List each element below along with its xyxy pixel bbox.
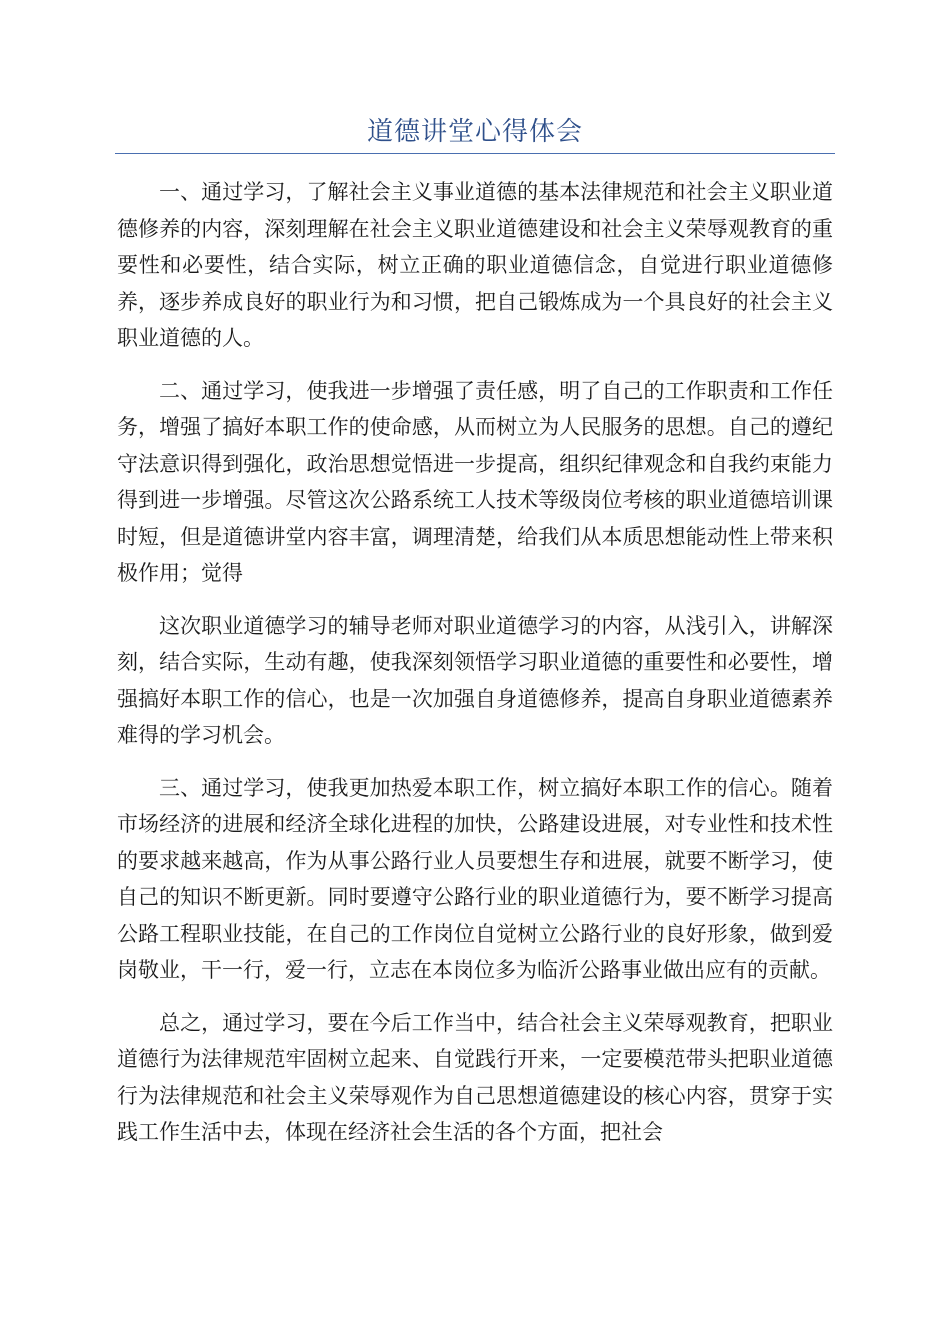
paragraph-4: 三、通过学习，使我更加热爱本职工作，树立搞好本职工作的信心。随着市场经济的进展和经济全球化进程的加快，公路建设进展，对专业性和技术性的要求越来越高，作为从事公路行业人员要想生存和进展，就要不断学习，使自己的知识不断更新。同时要遵守公路行业的职业道德行为，要不断学习提高公路工程职业技能，在自己的工作岗位自觉树立公路行业的良好形象，做到爱岗敬业，干一行，爱一行，立志在本岗位多为临沂公路事业做出应有的贡献。 bbox=[117, 775, 833, 982]
paragraph-1: 一、通过学习，了解社会主义事业道德的基本法律规范和社会主义职业道德修养的内容，深刻理解在社会主义职业道德建设和社会主义荣辱观教育的重要性和必要性，结合实际，树立正确的职业道德信念，自觉进行职业道德修养，逐步养成良好的职业行为和习惯，把自己锻炼成为一个具良好的社会主义职业道德的人。 bbox=[117, 180, 833, 350]
paragraph-3: 这次职业道德学习的辅导老师对职业道德学习的内容，从浅引入，讲解深刻，结合实际，生动有趣，使我深刻领悟学习职业道德的重要性和必要性，增强搞好本职工作的信心，也是一次加强自身道德修养，提高自身职业道德素养难得的学习机会。 bbox=[117, 613, 833, 747]
title-underline-rule bbox=[115, 153, 835, 154]
document-title: 道德讲堂心得体会 bbox=[366, 117, 583, 147]
document-body bbox=[117, 174, 833, 1167]
paragraph-2: 二、通过学习，使我进一步增强了责任感，明了自己的工作职责和工作任务，增强了搞好本职工作的使命感，从而树立为人民服务的思想。自己的遵纪守法意识得到强化，政治思想觉悟进一步提高，组织纪律观念和自我约束能力得到进一步增强。尽管这次公路系统工人技术等级岗位考核的职业道德培训课时短，但是道德讲堂内容丰富，调理清楚，给我们从本质思想能动性上带来积极作用；觉得 bbox=[117, 378, 833, 585]
paragraph-5: 总之，通过学习，要在今后工作当中，结合社会主义荣辱观教育，把职业道德行为法律规范牢固树立起来、自觉践行开来，一定要模范带头把职业道德行为法律规范和社会主义荣辱观作为自己思想道德建设的核心内容，贯穿于实践工作生活中去，体现在经济社会生活的各个方面，把社会 bbox=[117, 1010, 833, 1144]
